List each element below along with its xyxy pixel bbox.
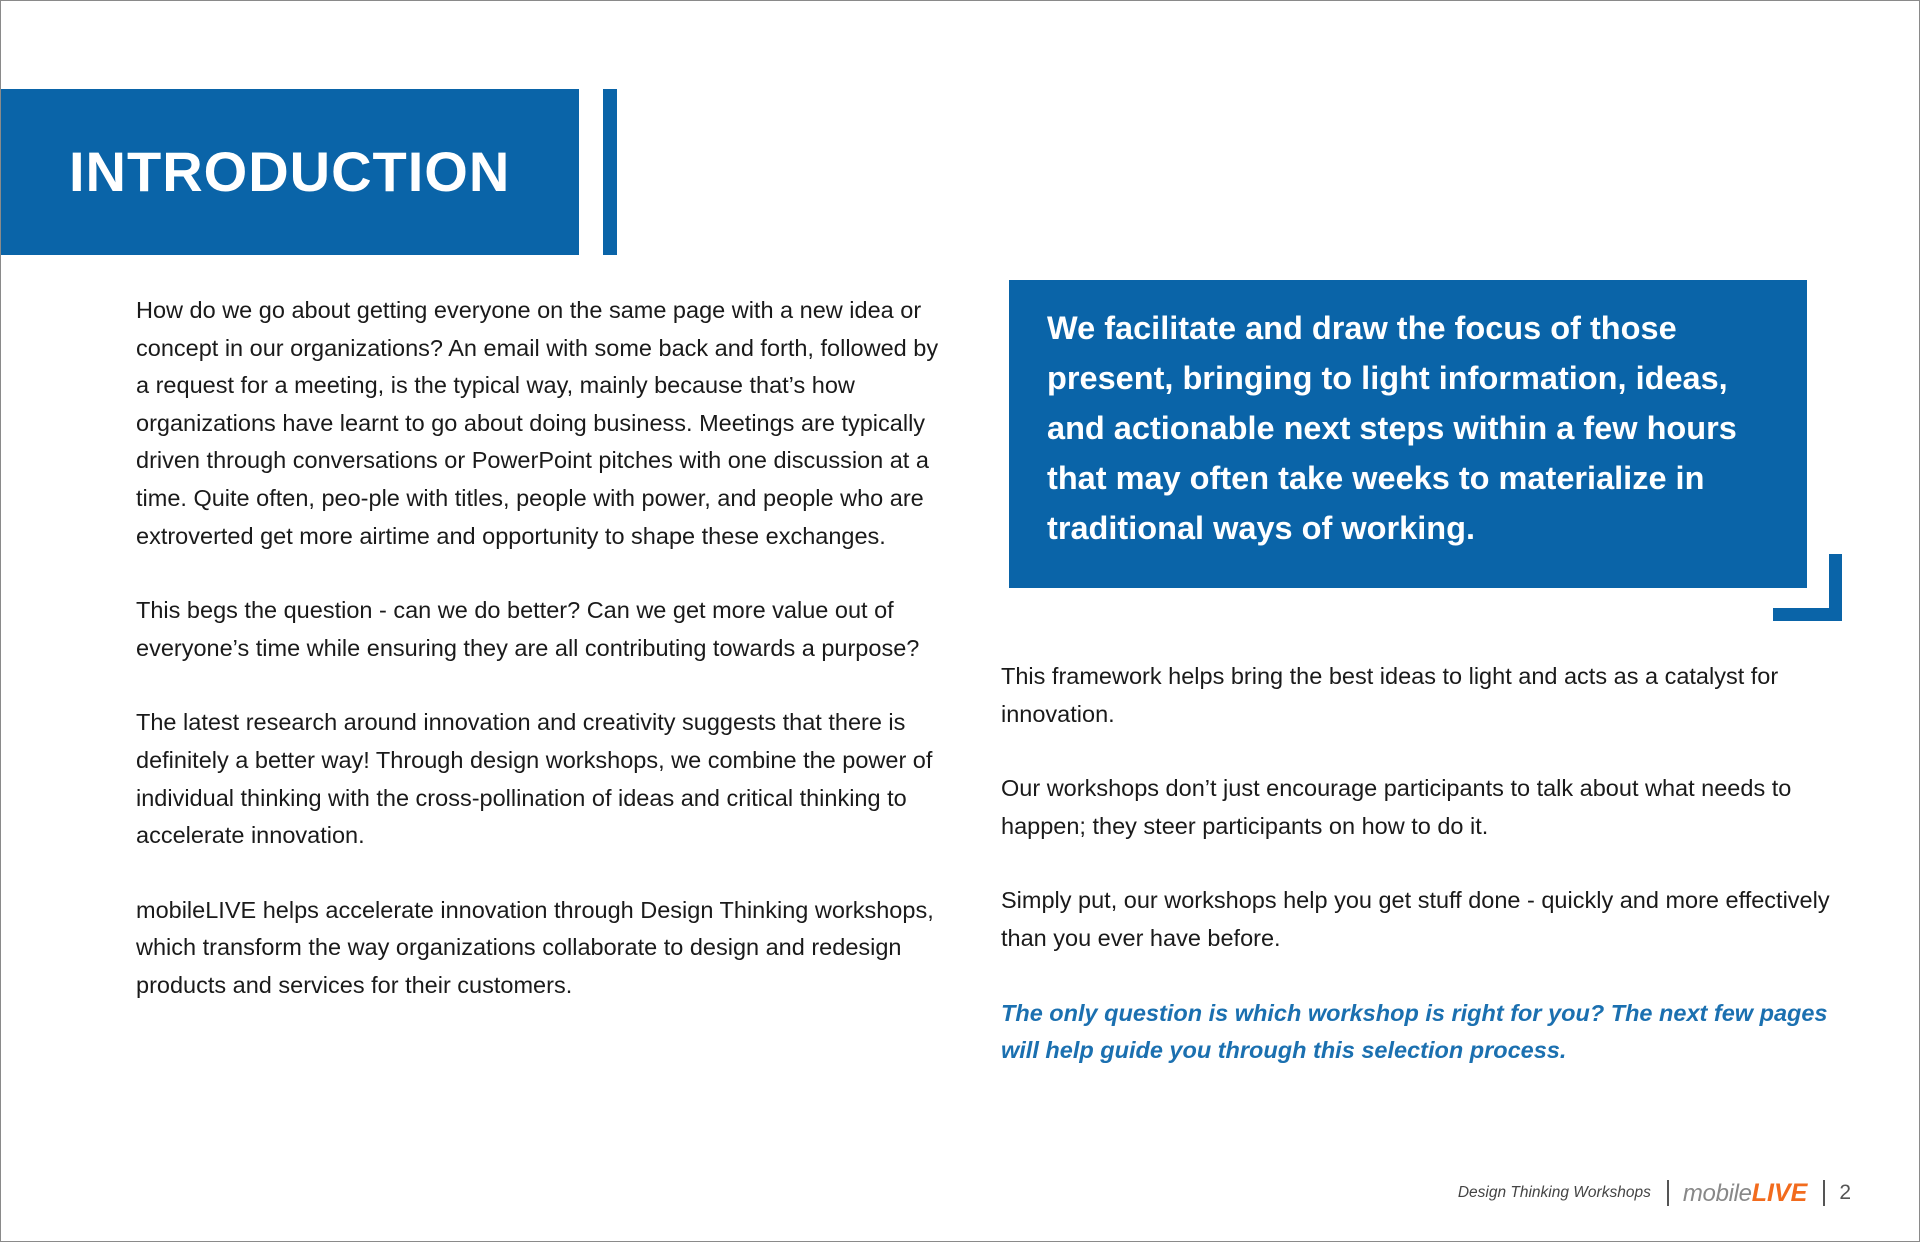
intro-paragraph-3: The latest research around innovation and creativity suggests that there is definitely a better way! Through design workshops, we combine the power of individual thinking with the cross-pollination of ideas and critical thinking to accelerate innovation.: [136, 709, 933, 849]
intro-paragraph-1: How do we go about getting everyone on the same page with a new idea or concept in our organizations? An email with some back and forth, followed by a request for a meeting, is the typical way, mainly because that’s how organizations have learnt to go about doing business. Meetings are typically driven through conversations or PowerPoint pitches with one discussion at a time. Quite often, peo-ple with titles, people with power, and people who are extroverted get more airtime and opportunity to shape these exchanges.: [136, 297, 939, 549]
intro-paragraph-2: This begs the question - can we do better? Can we get more value out of everyone’s time while ensuring they are all contributing towards a purpose?: [136, 597, 920, 661]
page-number: 2: [1839, 1181, 1851, 1204]
workshops-paragraph: Our workshops don’t just encourage participants to talk about what needs to happen; they steer participants on how to do it.: [1001, 775, 1792, 839]
title-banner: [1, 89, 579, 255]
intro-paragraph-4: mobileLIVE helps accelerate innovation through Design Thinking workshops, which transform the way organizations collaborate to design and redesign products and services for their customers.: [136, 896, 934, 998]
simply-put-paragraph: Simply put, our workshops help you get stuff done - quickly and more effectively than you ever have before.: [1001, 887, 1830, 951]
page-footer: [1458, 1173, 1851, 1213]
callout-corner-accent-horizontal: [1773, 608, 1842, 621]
footer-caption: Design Thinking Workshops: [1457, 1184, 1651, 1201]
logo-accent: LIVE: [1751, 1178, 1808, 1207]
logo-prefix: mobile: [1682, 1179, 1752, 1207]
footer-divider: [1667, 1180, 1669, 1206]
callout-text: We facilitate and draw the focus of those present, bringing to light information, ideas, and actionable next steps within a few hours that may often take weeks to materialize in traditional ways of working.: [1047, 310, 1737, 546]
title-accent-bar: [603, 89, 617, 255]
selection-callout-text: The only question is which workshop is right for you? The next few pages will help guide you through this selection process.: [1001, 999, 1828, 1064]
framework-paragraph: This framework helps bring the best ideas to light and acts as a catalyst for innovation.: [1001, 663, 1779, 727]
footer-divider-2: [1823, 1180, 1825, 1206]
right-column: [1001, 658, 1851, 1070]
page-title: INTRODUCTION: [69, 140, 511, 203]
callout-box: [1009, 280, 1807, 588]
left-column: [136, 292, 956, 1042]
brand-logo: [1683, 1179, 1807, 1208]
